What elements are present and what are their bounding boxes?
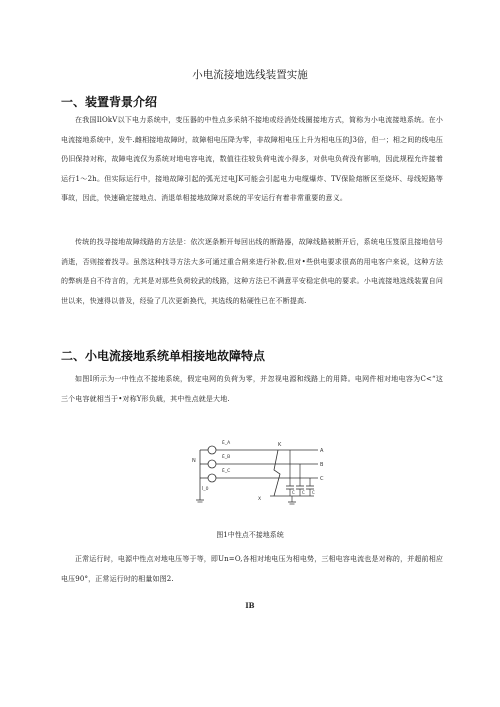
figure-label-cc: C bbox=[312, 490, 315, 495]
section-heading-fault-characteristics: 二、小电流接地系统单相接地故障特点 bbox=[61, 349, 266, 363]
figure-label-ec: Ė_C bbox=[222, 469, 231, 474]
paragraph-fault-2: 正常运行时，电源中性点对地电压等于等，即Un=O,各相对地电压为相电势，三相电容电流也是对称的，并超前相应电压90°，正常运行时的相量如图2. bbox=[61, 555, 443, 583]
figure-label-x: X bbox=[258, 497, 262, 502]
paragraph-fault-1: 如图I所示为一中性点不接地系统，假定电网的负荷为零，并忽视电源和线路上的用降。电网件相对地电容为C<“这三个电容就相当于•对称Y形负载，其中性点就是大地. bbox=[61, 375, 443, 403]
figure-label-cb: C bbox=[302, 490, 305, 495]
figure-label-i0: İ_0 bbox=[202, 487, 209, 492]
source-coil-a bbox=[208, 446, 216, 454]
figure-label-a: A bbox=[320, 448, 324, 454]
section-heading-background: 一、装置背景介绍 bbox=[61, 95, 158, 109]
figure-label-ea: Ė_A bbox=[222, 441, 231, 446]
paragraph-background-2: 传统的找寻接地故障线路的方法是：依次逐条断开每回出线的断路器，故障线路被断开后，系统电压笈原且接地信号消逝，否则接着找寻。虽然这种找寻方法大多可通过重合闸来进行补救,但对•些供电要求很高的用电客户来说，这种方法的弊病是自不待言的，尤其是对那些负荷较武的线路，这种方法已不满意平安稳定供电的要求。小电流接地选线装置自问世以来，快速得以普及，经验了几次更新换代，其选线的粘硬性已在不断提高. bbox=[61, 238, 443, 305]
figure-caption: 图1中性点不接地系统 bbox=[216, 531, 284, 539]
paragraph-background-1: 在我国IlOkV以下电力系统中，变压器的中性点多采纳不接地或经消处线圈接地方式，简称为小电流接地系统。在小电流接地系统中，发牛.雌相接地故障时，故障相电压降为零，非故障相电压上升为相电压的J3倍，但一；相之间的线电压仍旧保持对称，故障电流仅为系统对地电容电流，数值往往较负荷电流小得多，对供电负荷没有影响，因此规程允许接着运行1〜2h。但实际运行中，接地故障引起的弧光过电JK可能会引起电力电缆爆炸、TV保险熔断区至烧坏、母线短路等事故，因此，快速确定接地点、消退单相接地故障对系统的平安运行有着非常重要的意义。 bbox=[61, 116, 443, 202]
fault-path-line bbox=[274, 450, 280, 496]
figure-label-ca: C bbox=[292, 490, 295, 495]
source-coil-b bbox=[208, 460, 216, 468]
figure-label-n: N bbox=[192, 458, 196, 464]
source-coil-c bbox=[208, 474, 216, 482]
figure-label-k: K bbox=[278, 442, 282, 448]
circuit-diagram-figure bbox=[178, 430, 328, 520]
figure-label-c: C bbox=[320, 476, 324, 482]
figure-label-b: B bbox=[320, 462, 324, 468]
page-number: IB bbox=[245, 601, 255, 610]
document-title: 小电流接地选线装置实施 bbox=[192, 69, 308, 81]
figure-label-eb: Ė_B bbox=[222, 455, 231, 460]
